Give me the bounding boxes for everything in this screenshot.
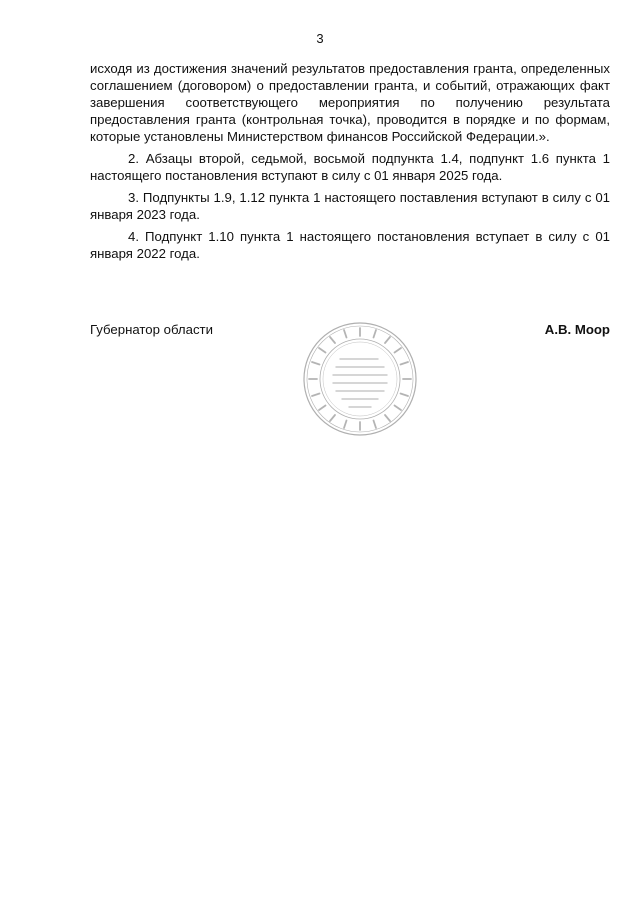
paragraph-item-3: 3. Подпункты 1.9, 1.12 пункта 1 настоящего поставления вступают в силу с 01 января 2023 года.	[90, 190, 610, 222]
paragraph-continuation: исходя из достижения значений результатов предоставления гранта, определенных соглашением (договором) о предоставлении гранта, и событий, отражающих факт завершения соответствующего мероприятия по получению результата предоставления гранта (контрольная точка), проводится в порядке и по формам, которые установлены Министерством финансов Российской Федерации.».	[90, 61, 610, 144]
document-body	[90, 60, 610, 262]
signatory-position: Губернатор области	[90, 322, 213, 337]
page-number: 3	[316, 31, 324, 46]
paragraph-item-2: 2. Абзацы второй, седьмой, восьмой подпункта 1.4, подпункт 1.6 пункта 1 настоящего постановления вступают в силу с 01 января 2025 года.	[90, 151, 610, 183]
paragraph-item-4: 4. Подпункт 1.10 пункта 1 настоящего постановления вступает в силу с 01 января 2022 года.	[90, 229, 610, 261]
official-seal-icon	[302, 321, 418, 437]
signatory-name: А.В. Моор	[544, 322, 610, 337]
